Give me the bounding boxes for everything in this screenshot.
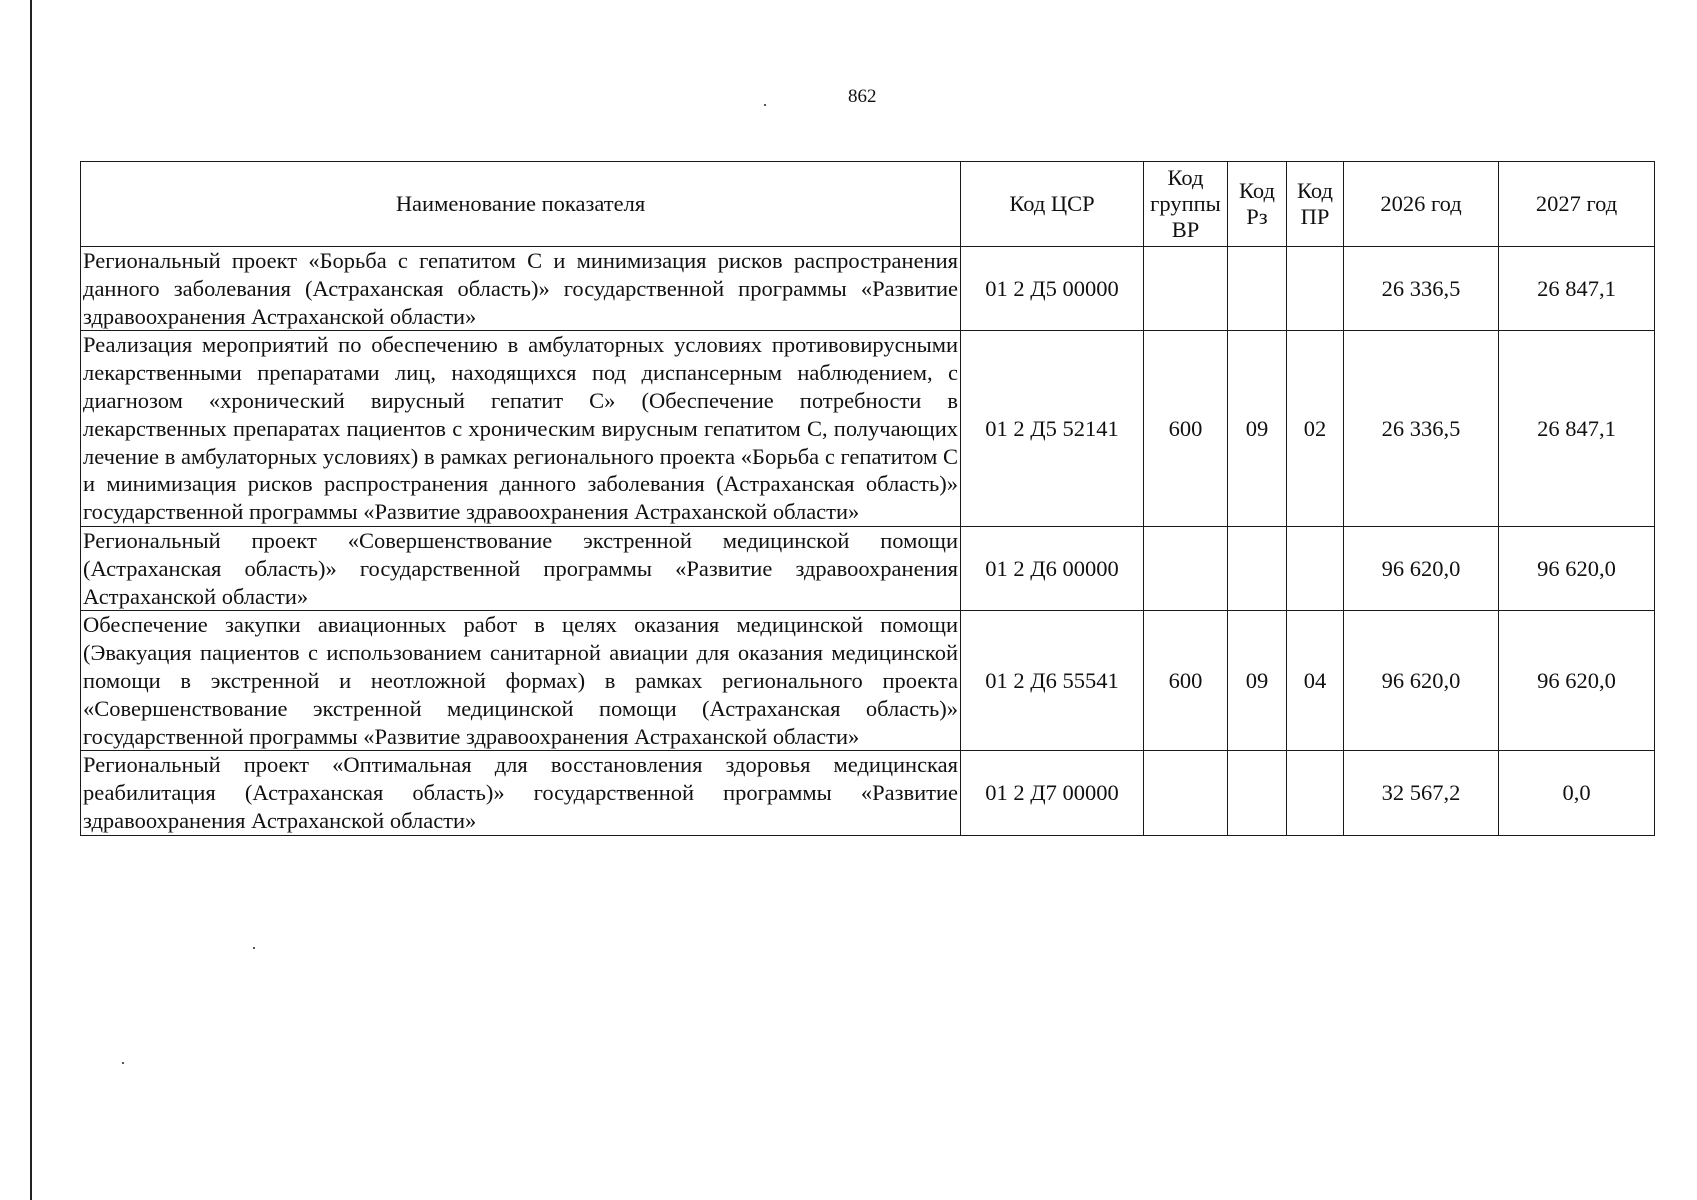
header-rz-line1: Код <box>1239 178 1275 203</box>
scan-speck <box>122 1062 124 1064</box>
row-2026: 96 620,0 <box>1344 526 1499 610</box>
row-rz: 09 <box>1228 611 1287 751</box>
header-csr: Код ЦСР <box>961 162 1144 247</box>
row-csr: 01 2 Д6 00000 <box>961 526 1144 610</box>
header-vr-line1: Код <box>1167 165 1204 190</box>
row-vr <box>1144 526 1228 610</box>
row-rz <box>1228 526 1287 610</box>
scan-speck <box>253 947 255 949</box>
row-rz <box>1228 247 1287 331</box>
header-pr <box>1287 162 1344 247</box>
row-vr <box>1144 247 1228 331</box>
row-2026: 26 336,5 <box>1344 247 1499 331</box>
header-pr-line2: ПР <box>1300 204 1330 229</box>
table-header-row <box>81 162 1655 247</box>
table-row <box>81 611 1655 751</box>
row-csr: 01 2 Д6 55541 <box>961 611 1144 751</box>
row-pr: 04 <box>1287 611 1344 751</box>
header-vr <box>1144 162 1228 247</box>
row-2027: 96 620,0 <box>1499 526 1655 610</box>
table-row <box>81 751 1655 835</box>
row-2027: 26 847,1 <box>1499 247 1655 331</box>
header-2027: 2027 год <box>1499 162 1655 247</box>
row-2026: 96 620,0 <box>1344 611 1499 751</box>
header-rz <box>1228 162 1287 247</box>
row-name: Региональный проект «Совершенствование экстренной медицинской помощи (Астраханская область)» государственной программы «Развитие здравоохранения Астраханской области» <box>81 526 961 610</box>
row-csr: 01 2 Д5 52141 <box>961 331 1144 527</box>
header-name: Наименование показателя <box>81 162 961 247</box>
row-2026: 32 567,2 <box>1344 751 1499 835</box>
row-2027: 26 847,1 <box>1499 331 1655 527</box>
table-row <box>81 247 1655 331</box>
row-pr: 02 <box>1287 331 1344 527</box>
page-binding-edge <box>30 0 32 1200</box>
header-rz-line2: Рз <box>1246 204 1268 229</box>
row-pr <box>1287 247 1344 331</box>
row-name: Обеспечение закупки авиационных работ в целях оказания медицинской помощи (Эвакуация пациентов с использованием санитарной авиации для оказания медицинской помощи в экстренной и неотложной формах) в рамках регионального проекта «Совершенствование экстренной медицинской помощи (Астраханская область)» государственной программы «Развитие здравоохранения Астраханской области» <box>81 611 961 751</box>
row-2027: 0,0 <box>1499 751 1655 835</box>
header-vr-line2: группы <box>1150 191 1221 216</box>
row-pr <box>1287 526 1344 610</box>
row-csr: 01 2 Д7 00000 <box>961 751 1144 835</box>
row-rz <box>1228 751 1287 835</box>
row-pr <box>1287 751 1344 835</box>
row-2027: 96 620,0 <box>1499 611 1655 751</box>
table-row <box>81 331 1655 527</box>
row-vr: 600 <box>1144 611 1228 751</box>
table-row <box>81 526 1655 610</box>
row-2026: 26 336,5 <box>1344 331 1499 527</box>
row-csr: 01 2 Д5 00000 <box>961 247 1144 331</box>
budget-table <box>80 161 1655 836</box>
page-number: 862 <box>848 86 877 107</box>
row-vr: 600 <box>1144 331 1228 527</box>
header-pr-line1: Код <box>1297 178 1333 203</box>
row-name: Региональный проект «Борьба с гепатитом С и минимизация рисков распространения данного заболевания (Астраханская область)» государственной программы «Развитие здравоохранения Астраханской области» <box>81 247 961 331</box>
header-vr-line3: ВР <box>1171 217 1200 242</box>
row-name: Региональный проект «Оптимальная для восстановления здоровья медицинская реабилитация (Астраханская область)» государственной программы «Развитие здравоохранения Астраханской области» <box>81 751 961 835</box>
row-rz: 09 <box>1228 331 1287 527</box>
row-name: Реализация мероприятий по обеспечению в амбулаторных условиях противовирусными лекарственными препаратами лиц, находящихся под диспансерным наблюдением, с диагнозом «хронический вирусный гепатит С» (Обеспечение потребности в лекарственных препаратах пациентов с хроническим вирусным гепатитом С, получающих лечение в амбулаторных условиях) в рамках регионального проекта «Борьба с гепатитом С и минимизация рисков распространения данного заболевания (Астраханская область)» государственной программы «Развитие здравоохранения Астраханской области» <box>81 331 961 527</box>
scan-speck <box>764 104 766 106</box>
row-vr <box>1144 751 1228 835</box>
header-2026: 2026 год <box>1344 162 1499 247</box>
